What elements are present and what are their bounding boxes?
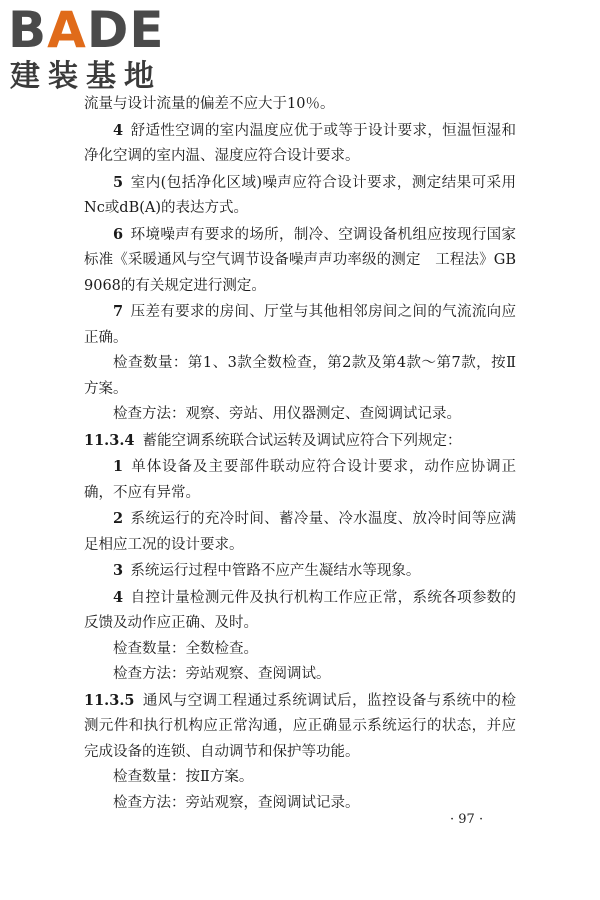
document-body [84, 92, 516, 816]
item-text: 压差有要求的房间、厅堂与其他相邻房间之间的气流流向应正确。 [84, 304, 516, 346]
logo-letter-b: B [8, 1, 48, 59]
numbered-item [84, 118, 516, 170]
paragraph-text: 流量与设计流量的偏差不应大于10％。 [84, 96, 335, 112]
numbered-item [84, 454, 516, 506]
item-text: 系统运行的充冷时间、蓄冷量、冷水温度、放冷时间等应满足相应工况的设计要求。 [84, 511, 516, 553]
check-paragraph [84, 765, 516, 791]
numbered-item [84, 558, 516, 585]
item-number: 2 [113, 510, 124, 527]
item-number: 6 [113, 225, 124, 243]
item-text: 自控计量检测元件及执行机构工作应正常，系统各项参数的反馈及动作应正确、及时。 [84, 589, 516, 631]
numbered-item [84, 170, 516, 222]
clause-paragraph [84, 688, 516, 766]
clause-text: 蓄能空调系统联合试运转及调试应符合下列规定： [142, 432, 462, 449]
paragraph-text: 检查方法：观察、旁站、用仪器测定、查阅调试记录。 [113, 406, 461, 422]
item-text: 单体设备及主要部件联动应符合设计要求，动作应协调正确，不应有异常。 [84, 459, 516, 501]
paragraph-text: 检查方法：旁站观察、查阅调试。 [113, 666, 331, 682]
check-paragraph [84, 637, 516, 663]
item-number: 4 [113, 588, 124, 606]
logo-wordmark [8, 1, 165, 59]
item-text: 室内(包括净化区域)噪声应符合设计要求，测定结果可采用Nc或dB(A)的表达方式。 [84, 174, 516, 216]
paragraph-text: 检查方法：旁站观察，查阅调试记录。 [113, 794, 360, 811]
numbered-item [84, 585, 516, 637]
bade-logo [8, 1, 178, 96]
numbered-item [84, 506, 516, 558]
check-paragraph [84, 662, 516, 688]
page-number: · 97 · [450, 812, 484, 827]
paragraph-text: 检查数量：第1、3款全数检查，第2款及第4款～第7款，按Ⅱ方案。 [84, 355, 516, 397]
clause-text: 通风与空调工程通过系统调试后，监控设备与系统中的检测元件和执行机构应正常沟通，应正确显示系统运行的状态，并应完成设备的连锁、自动调节和保护等功能。 [84, 692, 516, 760]
logo-letters-de: DE [86, 1, 165, 59]
numbered-item [84, 299, 516, 351]
item-number: 4 [113, 121, 124, 139]
paragraph-text: 检查数量：按Ⅱ方案。 [113, 769, 254, 785]
clause-paragraph [84, 428, 516, 455]
paragraph-text: 检查数量：全数检查。 [113, 640, 258, 657]
item-text: 舒适性空调的室内温度应优于或等于设计要求，恒温恒湿和净化空调的室内温、湿度应符合设计要求。 [84, 122, 516, 164]
item-number: 5 [113, 173, 124, 191]
continuation-paragraph [84, 92, 516, 118]
logo-chinese-name: 建装基地 [10, 59, 162, 94]
item-number: 1 [113, 458, 124, 475]
numbered-item [84, 222, 516, 300]
logo-letter-a-accent: A [47, 1, 87, 59]
item-number: 7 [113, 303, 124, 320]
check-paragraph [84, 351, 516, 402]
item-number: 3 [113, 562, 124, 579]
item-text: 系统运行过程中管路不应产生凝结水等现象。 [130, 563, 421, 579]
clause-number: 11.3.5 [84, 691, 135, 709]
check-paragraph [84, 402, 516, 428]
clause-number: 11.3.4 [84, 431, 135, 449]
item-text: 环境噪声有要求的场所，制冷、空调设备机组应按现行国家标准《采暖通风与空气调节设备噪声声功率级的测定 工程法》GB 9068的有关规定进行测定。 [84, 226, 516, 294]
